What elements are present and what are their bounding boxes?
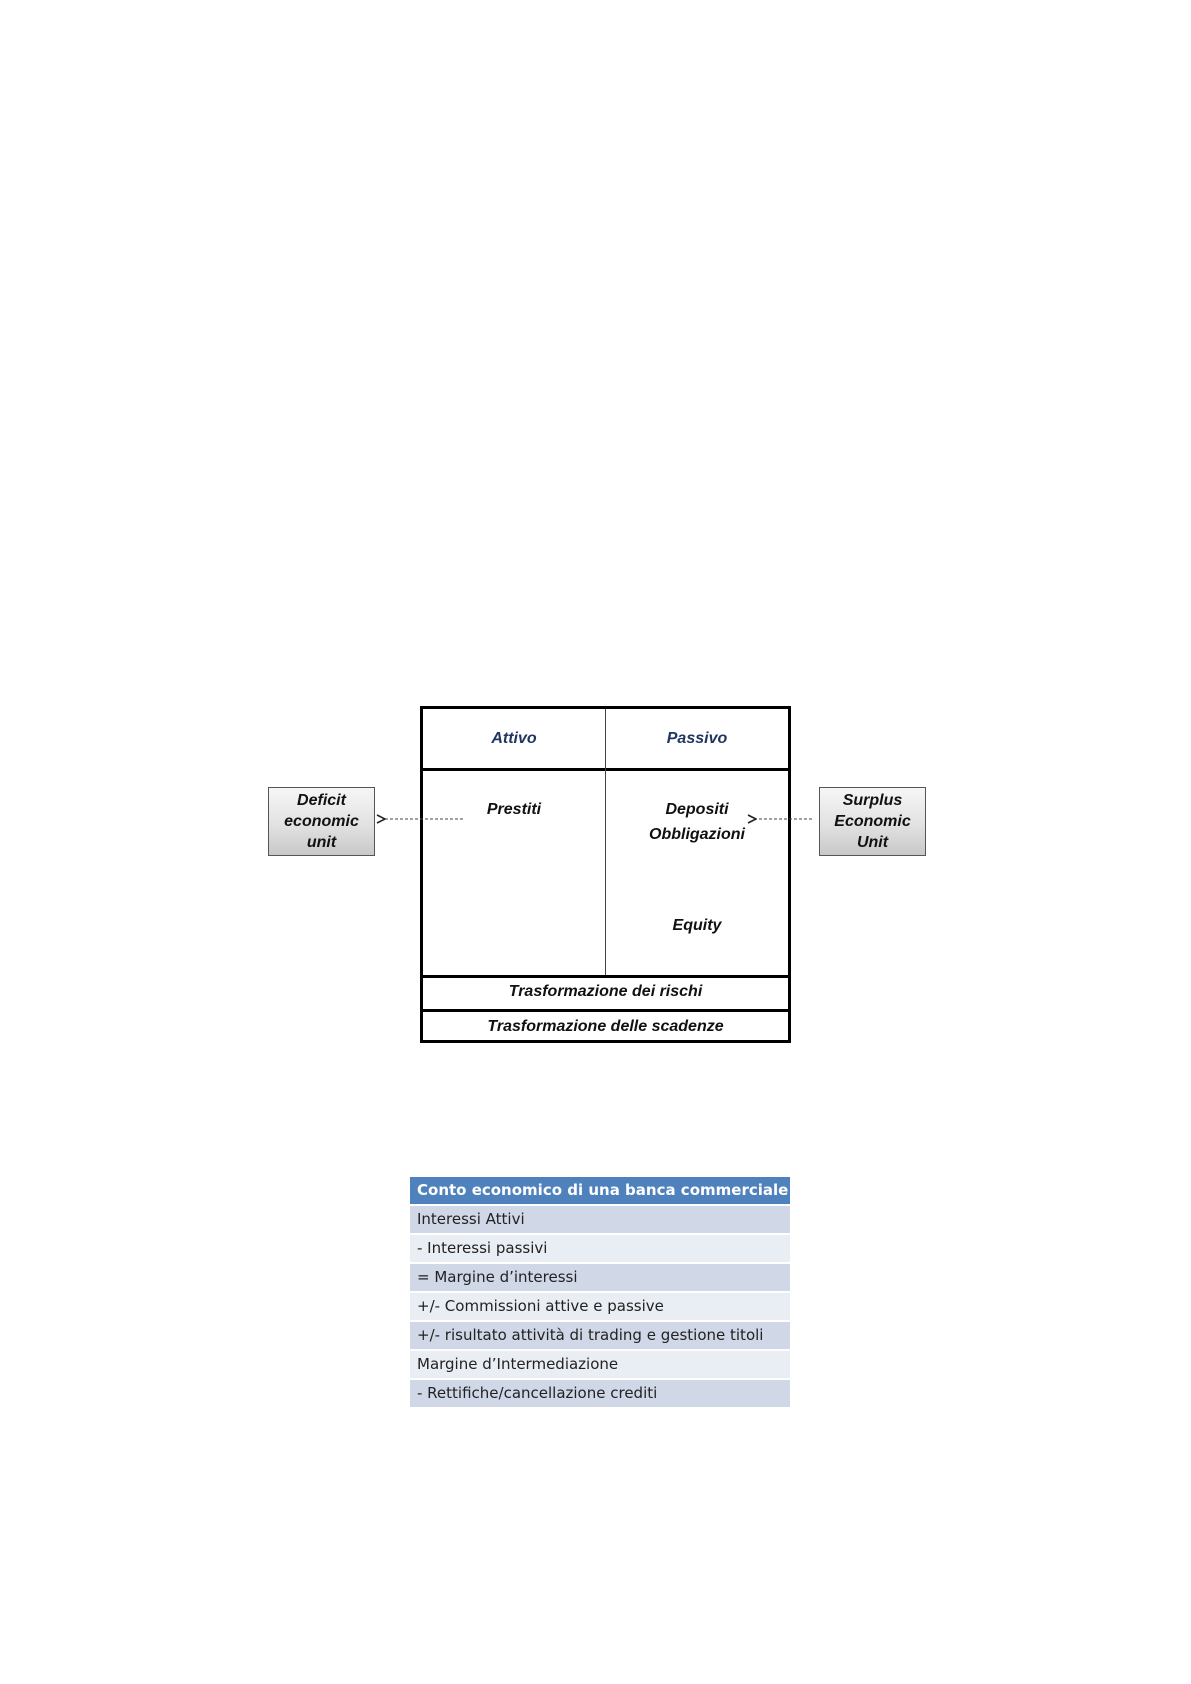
surplus-label-line-3: Unit: [856, 834, 889, 851]
income-statement-table: [410, 1177, 790, 1409]
income-statement-rows: [410, 1206, 790, 1409]
band-divider-bottom: [423, 1009, 788, 1012]
deposits-item: Depositi: [665, 801, 729, 818]
table-row: - Interessi passivi: [410, 1235, 790, 1264]
loans-item: Prestiti: [486, 801, 542, 818]
equity-item: Equity: [672, 917, 722, 934]
deficit-economic-unit-box: [268, 787, 375, 856]
risk-transformation-label: Trasformazione dei rischi: [508, 983, 703, 1000]
table-row: +/- Commissioni attive e passive: [410, 1293, 790, 1322]
surplus-label-line-2: Economic: [834, 813, 911, 830]
income-statement-title: Conto economico di una banca commerciale: [410, 1177, 790, 1206]
surplus-label-line-1: Surplus: [842, 792, 903, 809]
table-row: +/- risultato attività di trading e gestione titoli: [410, 1322, 790, 1351]
deficit-label-line-1: Deficit: [297, 792, 346, 809]
band-divider-top: [423, 975, 788, 978]
bank-balance-sheet: [420, 706, 791, 1043]
surplus-economic-unit-box: [819, 787, 926, 856]
assets-column-title: Attivo: [491, 730, 537, 747]
liabilities-column-title: Passivo: [666, 730, 728, 747]
table-row: - Rettifiche/cancellazione crediti: [410, 1380, 790, 1409]
maturity-transformation-label: Trasformazione delle scadenze: [487, 1018, 724, 1035]
deficit-label-line-3: unit: [306, 834, 337, 851]
table-row: Margine d’Intermediazione: [410, 1351, 790, 1380]
deficit-label-line-2: economic: [284, 813, 359, 830]
bonds-item: Obbligazioni: [649, 826, 745, 843]
table-row: = Margine d’interessi: [410, 1264, 790, 1293]
table-row: Interessi Attivi: [410, 1206, 790, 1235]
